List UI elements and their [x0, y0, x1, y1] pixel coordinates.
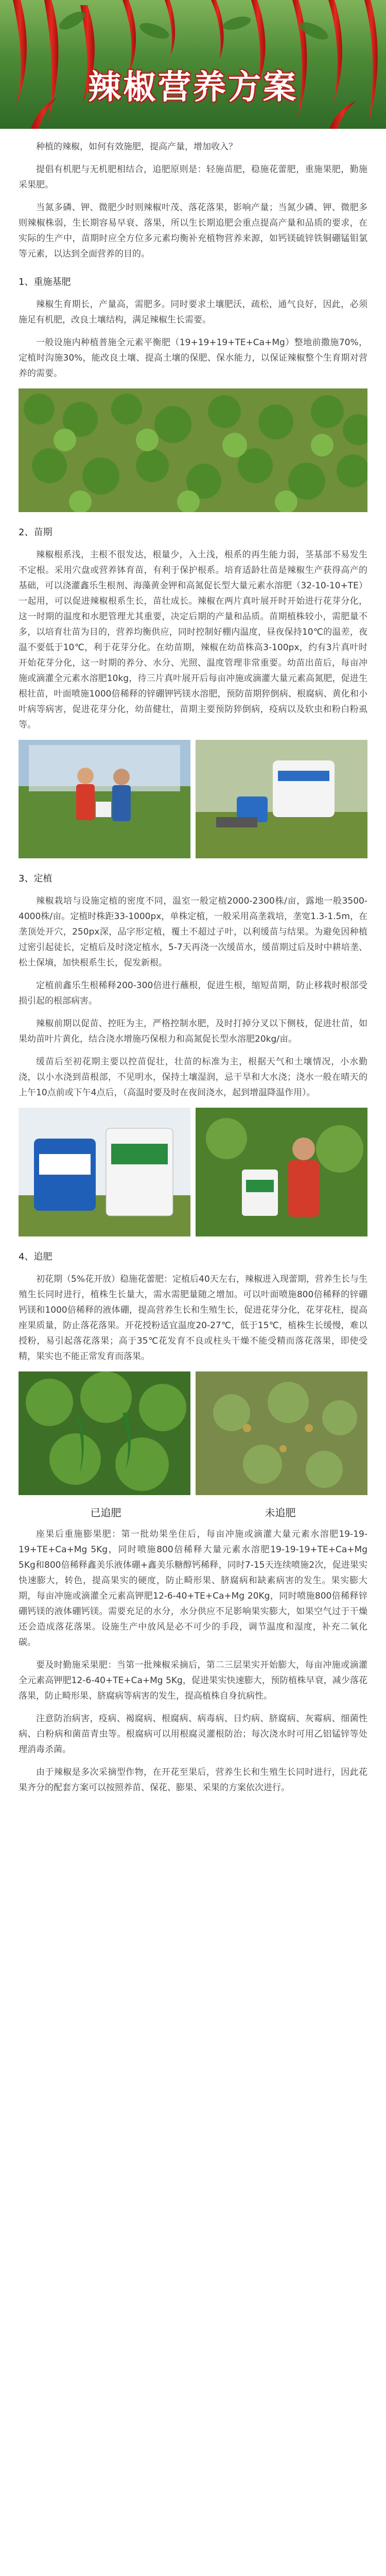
- intro-question: 种植的辣椒，如何有效施肥，提高产量，增加收入？: [36, 142, 237, 152]
- photo-row-comparison: [19, 1371, 367, 1495]
- photo-seedling-field: [19, 388, 367, 512]
- section-title-base-fertilizer: 1、重施基肥: [19, 277, 71, 287]
- photo-row-seedling: [19, 740, 367, 858]
- section-title-topdressing: 4、追肥: [19, 1251, 52, 1262]
- photo-grower-with-crop: [196, 1108, 367, 1236]
- section4-paragraph-4: 注意防治病害，疫病、褐腐病、根腐病、病毒病、日灼病、脐腐病、灰霉病、细菌性病、白粉病和菌苗青虫等。根腐病可以用根腐灵灌根防治；每次浇水时可用乙铝锰锌等处理消毒杀菌。: [19, 1714, 367, 1755]
- section4-paragraph-5: 由于辣椒是多次采摘型作物，在开花至果后，营养生长和生殖生长同时进行，因此花果齐分的配套方案可以按照养苗、保花、膨果、采果的方案依次进行。: [19, 1767, 367, 1793]
- comparison-captions: [19, 1504, 367, 1519]
- section1-paragraph-2: 一般设施内种植普施全元素平衡肥（19+19+19+TE+Ca+Mg）整地前撒施70%，定植时沟施30%，能改良土壤、提高土壤的保肥、保水能力，以保证辣椒整个生育期对营养的需要。: [19, 337, 367, 379]
- section4-paragraph-2: 座果后重施膨果肥：第一批幼果坐住后，每亩冲施或滴灌大量元素水溶肥19-19-19+TE+Ca+Mg 5Kg，同时喷施800倍稀释大量元素水溶肥19-19-19+TE+Ca+Mg 5Kg和800倍稀释鑫美乐液体硼+鑫美乐糖醇钙稀释，同时7-15天连续喷施2次，促进果实快速膨大，转色，提高果实的硬度，防止畸形果、脐腐病和缺素病害的发生。果实膨大期，每亩冲施或滴灌全元素高钾肥12-6-40+TE+Ca+Mg 20Kg，同时喷施800倍稀释锌硼钙镁的液体硼钙镁。需要充足的水分，水分供应不足影响果实膨大，如果空气过于干燥还会造成落花落果。设施生产中放风是必不可少的手段，调节温度和湿度，补充二氧化碳。: [19, 1529, 367, 1648]
- photo-fertilizer-tanks: [196, 740, 367, 858]
- intro-principle: 提倡有机肥与无机肥相结合，追肥原则是：轻施苗肥，稳施花蕾肥，重施果肥，勤施采果肥。: [19, 164, 367, 190]
- caption-unfertilized: 未追肥: [265, 1506, 296, 1519]
- section-title-seedling-stage: 2、苗期: [19, 527, 52, 538]
- photo-row-transplanting: [19, 1108, 367, 1236]
- photo-fertilizer-products: [19, 1108, 190, 1236]
- section3-paragraph-4: 缓苗后至初花期主要以控苗促壮，壮苗的标准为主，根据天气和土壤情况，小水勤浇，以小水浇到苗根部，不见明水，保持土壤湿润，忌干旱和大水浇；浇水一般在晴天的上午10点前或下午4点后，（高温时要及时在夜间浇水，起到增温降温作用）。: [19, 1057, 367, 1098]
- photo-fertilized-plants: [19, 1371, 190, 1495]
- article-body: [0, 129, 386, 1795]
- banner: [0, 0, 386, 129]
- section3-paragraph-2: 定植前鑫乐生根稀释200-300倍进行蘸根，促进生根，缩短苗期，防止移栽时根部受损引起的根部病害。: [19, 980, 367, 1006]
- section4-paragraph-1: 初花期（5%花开放）稳施花蕾肥：定植后40天左右，辣椒进入现蕾期，营养生长与生殖生长同时进行，植株生长量大，需水需肥量随之增加。可以叶面喷施800倍稀释的锌硼钙镁和1000倍稀释的液体硼，提高营养生长和生殖生长，促进花芽分化，花芽花柱，提高座果质量，防止落花落果。开花授粉适宜温度20-27℃，低于15℃，植株生长缓慢，难以授粉，易引起落花落果；高于35℃花发育不良或柱头干燥不能受精而落花落果，即使受精，果实也不能正常发育而落果。: [19, 1274, 367, 1362]
- photo-growers-in-field: [19, 740, 190, 858]
- section1-paragraph-1: 辣椒生育期长，产量高，需肥多。同时要求土壤肥沃，疏松，通气良好，因此，必须施足有机肥，改良土壤结构，满足辣椒生长需要。: [19, 299, 367, 325]
- page-title: 辣椒营养方案: [88, 68, 298, 107]
- section3-paragraph-3: 辣椒前期以促苗、控旺为主，严格控制水肥，及时打掉分叉以下侧枝，促进壮苗，如果幼苗叶片黄化，结合浇水增施巧保根力和高氮促长型水溶肥20kg/亩。: [19, 1019, 367, 1044]
- photo-unfertilized-plants: [196, 1371, 367, 1495]
- intro-nutrient-balance: 当氮多磷、钾、微肥少时则辣椒叶茂、落花落果，影响产量；当氮少磷、钾、微肥多则辣椒株弱，生长期容易早衰、落果，所以生长期追肥会重点提高产量和品质的要求，在实际的生产中，苗期时应全方位多元素均衡补充植物营养来源，如钙镁硫锌铁铜硼锰钼氯等元素，以达到全面营养的目的。: [19, 202, 367, 259]
- section-title-transplanting: 3、定植: [19, 873, 52, 884]
- caption-fertilized: 已追肥: [90, 1506, 121, 1519]
- section2-paragraph-1: 辣椒根系浅，主根不很发达，根量少，入土浅，根系的再生能力弱，茎基部不易发生不定根。采用穴盘或营养钵育苗，有利于保护根系。培育适龄壮苗是辣椒生产获得高产的基础，可以浇灌鑫乐生根剂、海藻黄金钾和高氮促长型大量元素水溶肥（32-10-10+TE）一起用，可以促进辣椒根系生长，苗壮成长。辣椒在两片真叶展开时开始进行花芽分化，这一时期的温度和水肥管理尤其重要，决定后期的产量和品质。苗期植株较小，需肥量不多，以培育壮苗为目的，营养均衡供应，同时控制好棚内温度，昼夜保持10℃的温差，夜温不要低于10℃，利于花芽分化。在幼苗期，辣椒在幼苗株高3-100px，约有3片真叶时开始花芽分化，这一时期的养分、水分、光照、温度管理非常重要。幼苗出苗后，每亩冲施或滴灌全元素水溶肥10kg，待三片真叶展开后每亩冲施或滴灌大量元素高氮肥，促进生根壮苗，叶面喷施1000倍稀释的锌硼钾钙镁水溶肥，预防苗期猝倒病、根腐病、黄化和小叶病等病害，促进花芽分化，幼苗健壮，苗期主要预防猝倒病，疫病以及软虫和粉白粉虱等。: [19, 550, 367, 730]
- section3-paragraph-1: 辣椒栽培与设施定植的密度不同，温室一般定植2000-2300株/亩，露地一般3500-4000株/亩。定植时株距33-1000px，单株定植，一般采用高垄栽培，垄宽1.3-1.5m，在垄顶处开穴，250px深，品字形定植，覆土不超过子叶，以利缓苗与结果。为避免因种植过密引起徒长，定植后及时浇定植水，5-7天再浇一次缓苗水，缓苗期过后及时中耕培垄、松土保墒，加快根系生长，促发新根。: [19, 896, 367, 968]
- section4-paragraph-3: 要及时勤施采果肥：当第一批辣椒采摘后，第二三层果实开始膨大，每亩冲施或滴灌全元素高钾肥12-6-40+TE+Ca+Mg 5Kg，促进果实快速膨大，预防植株早衰，减少落花落果，防止畸形果、脐腐病等病害的发生，提高植株自身抗病性。: [19, 1660, 367, 1701]
